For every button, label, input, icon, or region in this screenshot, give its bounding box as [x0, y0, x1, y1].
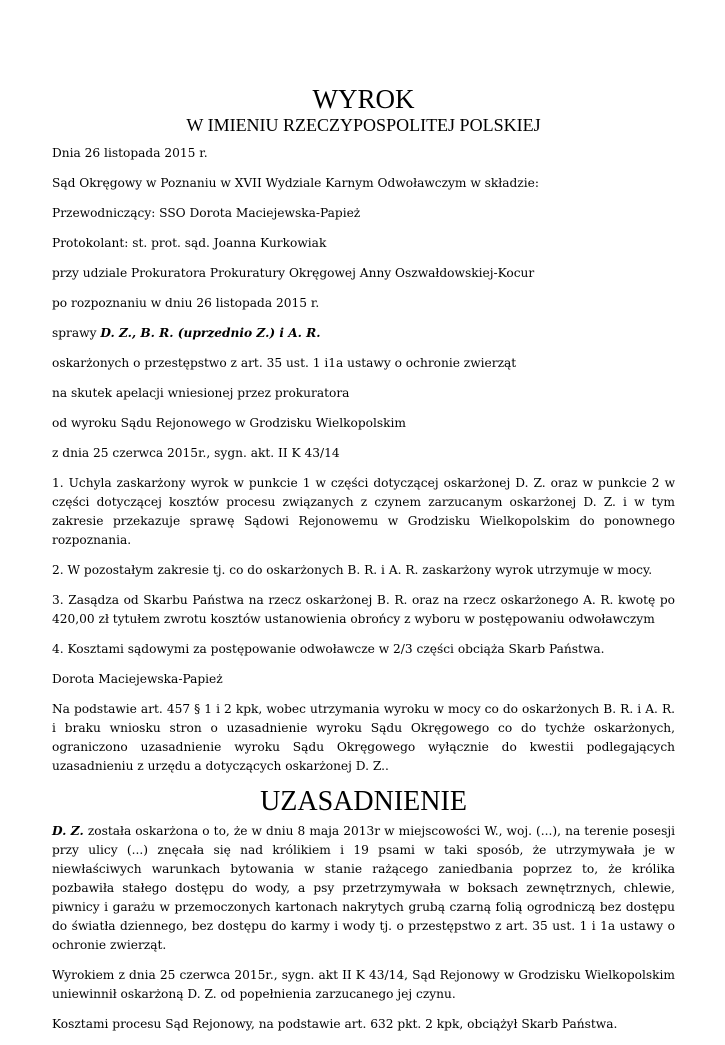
case-parties: D. Z., B. R. (uprzednio Z.) i A. R.: [100, 326, 321, 340]
appeal-line: na skutek apelacji wniesionej przez prokuratora: [52, 386, 350, 400]
hearing-date: po rozpoznaniu w dniu 26 listopada 2015 r.: [52, 296, 320, 310]
case-parties-line: [52, 324, 675, 343]
charge-line: oskarżonych o przestępstwo z art. 35 ust. 1 i1a ustawy o ochronie zwierząt: [52, 356, 517, 370]
accused-name: D. Z.: [52, 824, 84, 838]
justification-paragraph-1: [52, 822, 675, 955]
case-prefix: sprawy: [52, 326, 101, 340]
ruling-point-2: 2. W pozostałym zakresie tj. co do oskarżonych B. R. i A. R. zaskarżony wyrok utrzymuje w mocy.: [52, 563, 653, 577]
document-title: WYROK: [312, 84, 415, 114]
justification-title: UZASADNIENIE: [260, 786, 467, 817]
judge-signature: Dorota Maciejewska-Papież: [52, 672, 223, 686]
presiding-judge: Przewodniczący: SSO Dorota Maciejewska-Papież: [52, 206, 361, 220]
lower-court-line: od wyroku Sądu Rejonowego w Grodzisku Wielkopolskim: [52, 416, 406, 430]
court-clerk: Protokolant: st. prot. sąd. Joanna Kurkowiak: [52, 236, 327, 250]
ruling-point-4: 4. Kosztami sądowymi za postępowanie odwoławcze w 2/3 części obciąża Skarb Państwa.: [52, 642, 605, 656]
ruling-point-3: 3. Zasądza od Skarbu Państwa na rzecz oskarżonej B. R. oraz na rzecz oskarżonego A. R. kwotę po 420,00 zł tytułem zwrotu kosztów ustanowienia obrońcy z wyboru w postępowaniu odwoławczym: [52, 593, 675, 626]
judgment-date: Dnia 26 listopada 2015 r.: [52, 146, 208, 160]
ruling-point-1: 1. Uchyla zaskarżony wyrok w punkcie 1 w części dotyczącej oskarżonej D. Z. oraz w punkcie 2 w części dotyczącej kosztów procesu związanych z czynem zarzucanym oskarżonej D. Z. i w tym zakresie przekazuje sprawę Sądowi Rejonowemu w Grodzisku Wielkopolskim do ponownego rozpoznania.: [52, 476, 675, 547]
lower-court-date: z dnia 25 czerwca 2015r., sygn. akt. II K 43/14: [52, 446, 340, 460]
limitation-note: Na podstawie art. 457 § 1 i 2 kpk, wobec utrzymania wyroku w mocy co do oskarżonych B. R. i A. R. i braku wniosku stron o uzasadnienie wyroku Sądu Okręgowego co do tychże oskarżonych, ograniczono uzasadnienie wyroku Sądu Okręgowego wyłącznie do kwestii podlegających uzasadnieniu z urzędu a dotyczących oskarżonej D. Z..: [52, 702, 675, 773]
document-page: [52, 84, 675, 1045]
justification-p1-text: została oskarżona o to, że w dniu 8 maja 2013r w miejscowości W., woj. (...), na terenie posesji przy ulicy (...) znęcała się nad królikiem i 19 psami w taki sposób, że utrzymywała je w niewłaściwych warunkach bytowania w stanie rażącego zaniedbania poprzez to, że królika pozbawiła stałego dostępu do wody, a psy przetrzymywała w boksach zewnętrznych, chlewie, piwnicy i garażu w przemoczonych kartonach nakrytych grubą czarną folią ogrodniczą bez dostępu do światła dziennego, bez dostępu do karmy i wody tj. o przestępstwo z art. 35 ust. 1 i 1a ustawy o ochronie zwierząt.: [52, 824, 676, 952]
document-subtitle: W IMIENIU RZECZYPOSPOLITEJ POLSKIEJ: [186, 115, 541, 135]
prosecutor-line: przy udziale Prokuratora Prokuratury Okręgowej Anny Oszwałdowskiej-Kocur: [52, 266, 535, 280]
justification-paragraph-3: Kosztami procesu Sąd Rejonowy, na podstawie art. 632 pkt. 2 kpk, obciążył Skarb Państwa.: [52, 1017, 618, 1031]
court-composition: Sąd Okręgowy w Poznaniu w XVII Wydziale Karnym Odwoławczym w składzie:: [52, 176, 539, 190]
justification-paragraph-2: Wyrokiem z dnia 25 czerwca 2015r., sygn. akt II K 43/14, Sąd Rejonowy w Grodzisku Wielkopolskim uniewinnił oskarżoną D. Z. od popełnienia zarzucanego jej czynu.: [52, 968, 675, 1001]
